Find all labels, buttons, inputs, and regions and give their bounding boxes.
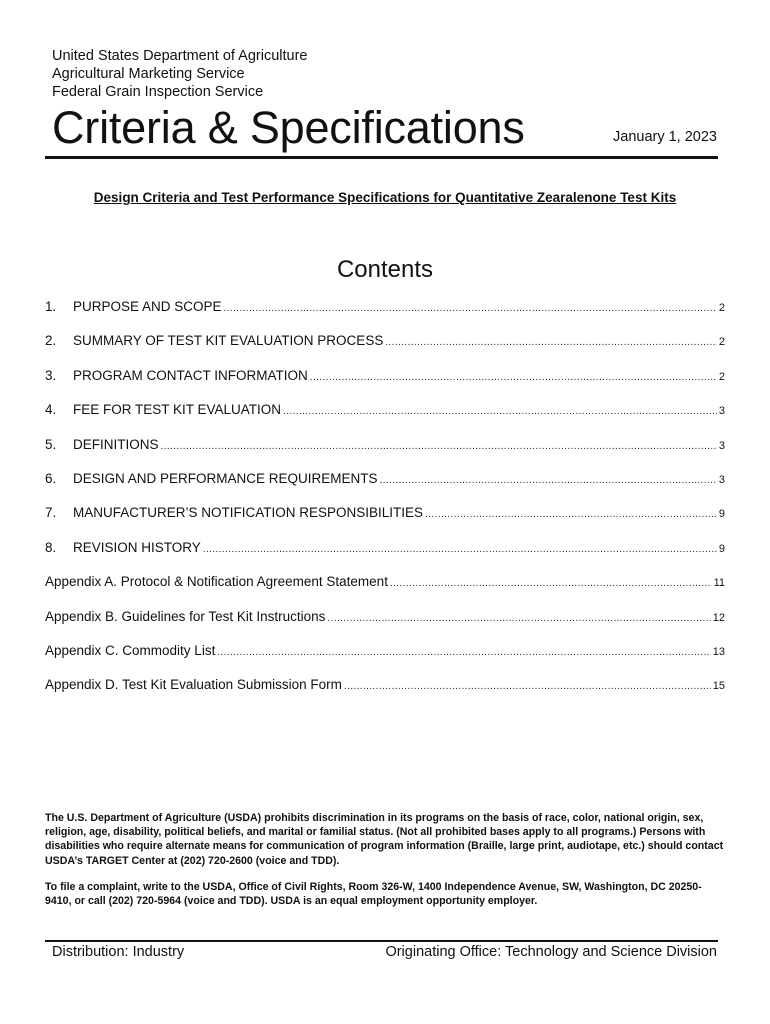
document-title: Criteria & Specifications: [52, 102, 525, 153]
toc-page-number: 3: [718, 439, 725, 452]
agency-block: [52, 47, 308, 101]
toc-entry-fee[interactable]: [45, 402, 725, 436]
toc-entry-revision-history[interactable]: [45, 540, 725, 574]
agency-line: United States Department of Agriculture: [52, 48, 308, 64]
agency-line: Federal Grain Inspection Service: [52, 84, 264, 100]
toc-leader-dots: [203, 544, 717, 555]
toc-label: MANUFACTURER’S NOTIFICATION RESPONSIBILITIES: [73, 505, 424, 521]
toc-page-number: 13: [712, 645, 725, 658]
toc-entry-purpose-and-scope[interactable]: [45, 299, 725, 333]
document-subtitle: Design Criteria and Test Performance Specifications for Quantitative Zearalenone Test Kits: [93, 190, 677, 205]
originating-office-label: Originating Office: Technology and Science Division: [385, 944, 717, 960]
toc-page-number: 3: [718, 405, 725, 418]
toc-number: 3.: [45, 367, 57, 383]
toc-entry-definitions[interactable]: [45, 437, 725, 471]
toc-number: 7.: [45, 505, 57, 521]
toc-leader-dots: [224, 303, 717, 314]
toc-entry-appendix-b[interactable]: [45, 609, 725, 643]
distribution-label: Distribution: Industry: [52, 944, 185, 960]
toc-page-number: 11: [713, 577, 725, 590]
toc-leader-dots: [161, 441, 717, 452]
toc-entry-summary[interactable]: [45, 333, 725, 367]
toc-entry-appendix-a[interactable]: [45, 574, 725, 608]
toc-number: 2.: [45, 333, 57, 349]
agency-line: Agricultural Marketing Service: [52, 66, 245, 82]
toc-label: Appendix A. Protocol & Notification Agreement Statement: [45, 574, 388, 590]
title-divider: [45, 156, 718, 159]
toc-label: Appendix D. Test Kit Evaluation Submission Form: [45, 677, 342, 693]
toc-entry-appendix-d[interactable]: [45, 677, 725, 711]
toc-page-number: 3: [718, 473, 725, 486]
toc-page-number: 12: [712, 611, 725, 624]
document-date: January 1, 2023: [613, 129, 717, 145]
toc-number: 6.: [45, 470, 57, 486]
toc-page-number: 2: [718, 370, 725, 383]
toc-entry-requirements[interactable]: [45, 471, 725, 505]
toc-entry-contact-information[interactable]: [45, 368, 725, 402]
toc-number: 5.: [45, 436, 57, 452]
toc-entry-appendix-c[interactable]: [45, 643, 725, 677]
toc-number: 1.: [45, 299, 57, 314]
toc-label: Appendix B. Guidelines for Test Kit Instructions: [45, 608, 326, 624]
toc-leader-dots: [217, 647, 710, 658]
toc-leader-dots: [327, 613, 710, 624]
contents-heading: Contents: [336, 256, 434, 283]
footer-divider: [45, 940, 718, 942]
toc-number: 4.: [45, 402, 57, 418]
complaint-statement: To file a complaint, write to the USDA, Office of Civil Rights, Room 326-W, 1400 Independence Avenue, SW, Washington, DC 20250-9410, or call (202) 720-5964 (voice and TDD). USDA is an equal employment opportunity employer.: [45, 881, 702, 908]
toc-label: Appendix C. Commodity List: [45, 642, 216, 658]
table-of-contents: [45, 299, 725, 712]
toc-leader-dots: [283, 406, 717, 417]
toc-page-number: 2: [718, 336, 725, 349]
nondiscrimination-statement: The U.S. Department of Agriculture (USDA) prohibits discrimination in its programs on the basis of race, color, national origin, sex, religion, age, disability, political beliefs, and marital or familial status. (Not all prohibited bases apply to all programs.) Persons with disabilities who require alternate means for communication of program information (Braille, large print, audiotape, etc.) should contact USDA’s TARGET Center at (202) 720-2600 (voice and TDD).: [45, 812, 724, 867]
toc-leader-dots: [390, 578, 712, 589]
toc-leader-dots: [385, 337, 717, 348]
toc-label: PURPOSE AND SCOPE: [73, 299, 222, 314]
toc-label: SUMMARY OF TEST KIT EVALUATION PROCESS: [73, 333, 384, 349]
toc-page-number: 15: [712, 680, 725, 693]
toc-label: FEE FOR TEST KIT EVALUATION: [73, 402, 282, 418]
toc-entry-notification[interactable]: [45, 505, 725, 539]
toc-page-number: 9: [718, 508, 725, 521]
toc-label: DEFINITIONS: [73, 436, 159, 452]
toc-label: DESIGN AND PERFORMANCE REQUIREMENTS: [73, 470, 378, 486]
toc-page-number: 9: [718, 542, 725, 555]
toc-leader-dots: [425, 509, 717, 520]
toc-number: 8.: [45, 539, 57, 555]
toc-page-number: 2: [718, 302, 725, 314]
toc-label: PROGRAM CONTACT INFORMATION: [73, 367, 308, 383]
toc-leader-dots: [310, 372, 717, 383]
toc-leader-dots: [380, 475, 717, 486]
toc-label: REVISION HISTORY: [73, 539, 201, 555]
toc-leader-dots: [344, 681, 711, 692]
